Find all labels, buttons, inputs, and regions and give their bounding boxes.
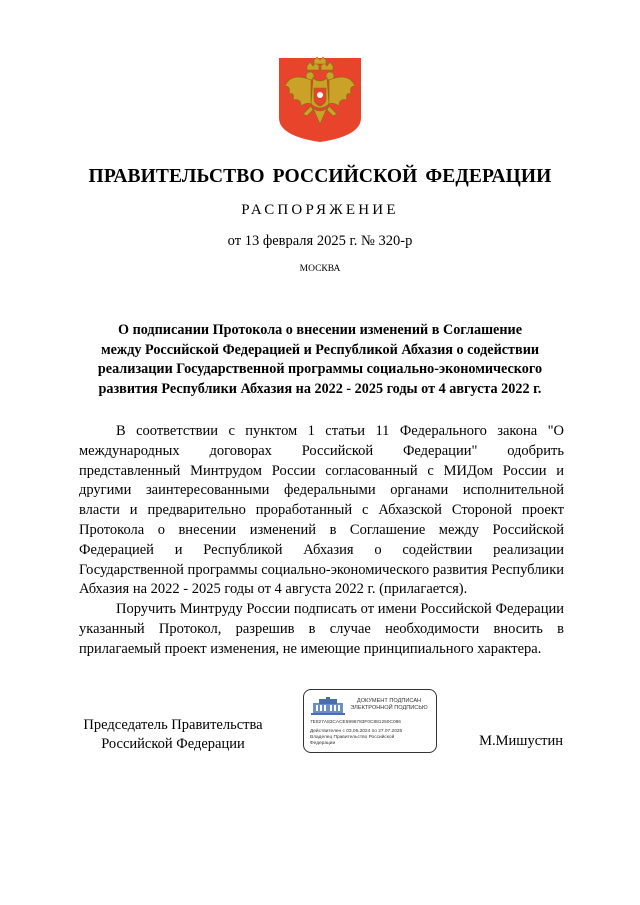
document-type: РАСПОРЯЖЕНИЕ [241,202,399,218]
coat-of-arms-icon [277,56,363,144]
certificate-owner: Владелец Правительство Российской [310,735,395,740]
government-building-icon [311,697,345,715]
heading-line: реализации Государственной программы социально-экономического [97,361,543,377]
stamp-title-line: ЭЛЕКТРОННОЙ ПОДПИСЬЮ [350,705,428,711]
signer-name: М.Мишустин [479,733,563,749]
certificate-owner: Федерации [310,741,336,746]
body-paragraph: Поручить Минтруду России подписать от имени Российской Федерации указанный Протокол, разрешив в случае необходимости вносить в прилагаемый проект изменения, не имеющие принципиального характера. [79,601,564,657]
document-body [79,422,564,660]
heading-line: О подписании Протокола о внесении изменений в Соглашение [117,322,522,338]
heading-line: между Российской Федерацией и Республикой Абхазия о содействии [100,341,540,358]
document-city: МОСКВА [299,264,341,274]
document-heading [70,321,570,399]
document-date-number: от 13 февраля 2025 г. № 320-р [227,233,413,249]
signer-position-line: Председатель Правительства [83,717,263,733]
stamp-title-line: ДОКУМЕНТ ПОДПИСАН [356,698,422,704]
signer-position [78,716,268,753]
heading-line: развития Республики Абхазия на 2022 - 2025 годы от 4 августа 2022 г. [98,380,542,397]
government-title: ПРАВИТЕЛЬСТВО РОССИЙСКОЙ ФЕДЕРАЦИИ [88,166,552,187]
electronic-signature-stamp [303,689,437,753]
certificate-validity: Действителен с 03.05.2024 по 27.07.2025 [310,729,403,734]
certificate-number: 7E827A83CACE5996783F0C881250C086 [310,720,401,725]
stamp-title [344,698,434,712]
signer-position-line: Российской Федерации [101,735,245,752]
body-paragraph: В соответствии с пунктом 1 статьи 11 Федерального закона "О международных договорах Российской Федерации" одобрить представленный Минтрудом России согласованный с МИДом России и другими заинтересованными федеральными органами исполнительной власти и предварительно проработанный с Абхазской Стороной проект Протокола о внесении изменений в Соглашение между Российской Федерацией и Республикой Абхазия о содействии реализации Государственной программы социально-экономического развития Республики Абхазия на 2022 - 2025 годы от 4 августа 2022 г. (прилагается). [79,423,564,598]
